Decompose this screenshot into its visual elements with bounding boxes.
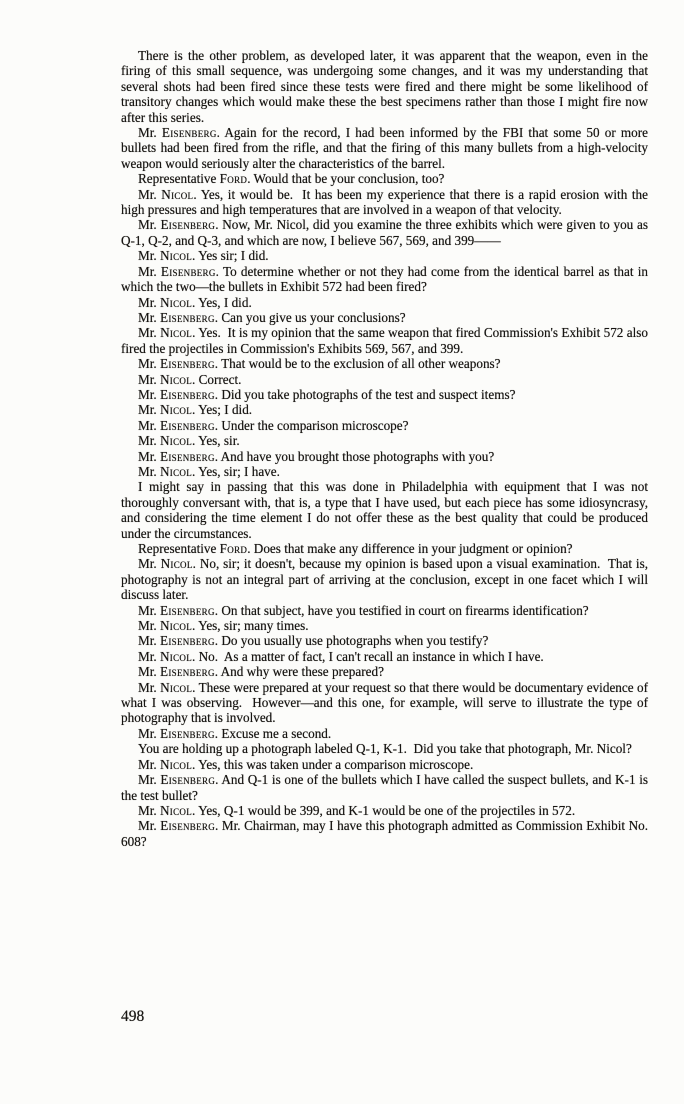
paragraph-text: . No. As a matter of fact, I can't recall an instance in which I have. <box>192 648 544 664</box>
speaker-name: Eisenberg <box>159 448 215 464</box>
speaker-name: Eisenberg <box>160 818 215 834</box>
speaker-name: Eisenberg <box>159 309 215 325</box>
paragraph-text: . Does that make any difference in your judgment or opinion? <box>247 541 573 556</box>
paragraph-text: Mr. <box>138 648 160 664</box>
paragraph-text: . Yes, I did. <box>192 294 252 310</box>
speaker-name: Nicol <box>160 679 193 695</box>
paragraph-text: . These were prepared at your request so that there would be documentary evidence of what I was observing. However—and this one, for example, will serve to illustrate the type of photography that is involved. <box>121 679 652 726</box>
paragraph-text: Mr. <box>138 679 161 695</box>
speaker-name: Eisenberg <box>159 386 215 402</box>
paragraph-text: . Yes; I did. <box>192 402 253 418</box>
speaker-name: Eisenberg <box>160 217 216 233</box>
paragraph-text: . Can you give us your conclusions? <box>214 309 406 325</box>
speaker-name: Nicol <box>159 248 193 264</box>
paragraph-text: Mr. <box>138 325 161 341</box>
speaker-name: Eisenberg <box>159 725 215 741</box>
paragraph-text: Mr. <box>138 602 160 618</box>
paragraph-text: There is the other problem, as developed later, it was apparent that the weapon, even in the firing of this small sequence, was undergoing some changes, and it was my understanding that several shots had been fired since these tests were fired and there might be some likelihood of transitory changes which would make these the best specimens rather than those I might fire now after this series. <box>121 48 652 125</box>
speaker-name: Eisenberg <box>159 664 215 680</box>
paragraph-text: . Under the comparison microscope? <box>214 417 409 433</box>
paragraph <box>121 295 648 310</box>
paragraph-text: . And have you brought those photographs with you? <box>214 448 495 464</box>
paragraph <box>121 186 652 218</box>
speaker-name: Ford <box>219 541 248 556</box>
paragraph-text: Mr. <box>138 294 160 310</box>
speaker-name: Ford <box>219 171 248 187</box>
paragraph-text: . Yes, this was taken under a comparison microscope. <box>192 756 474 772</box>
paragraph-text: Mr. <box>138 386 160 402</box>
speaker-name: Nicol <box>160 325 193 341</box>
page-number: 498 <box>121 1008 145 1025</box>
paragraph-text: Mr. <box>138 248 160 264</box>
speaker-name: Eisenberg <box>159 356 215 372</box>
paragraph-text: . And why were these prepared? <box>214 664 384 680</box>
paragraph-text: Mr. <box>138 186 162 202</box>
paragraph-text: Mr. <box>138 463 160 479</box>
paragraph <box>121 541 648 556</box>
paragraph <box>121 726 648 741</box>
paragraph-text: . Yes sir; I did. <box>192 248 269 264</box>
paragraph <box>121 772 652 803</box>
paragraph-text: . Would that be your conclusion, too? <box>247 171 445 187</box>
paragraph <box>121 741 648 756</box>
paragraph <box>121 633 648 648</box>
paragraph-text: . Now, Mr. Nicol, did you examine the three exhibits which were given to you as Q-1, Q-2, and Q-3, and which are now, I believe 567, 569, and 399—— <box>121 217 652 248</box>
speaker-name: Nicol <box>159 402 193 418</box>
paragraph <box>121 664 648 679</box>
paragraph-text: Mr. <box>138 618 160 634</box>
paragraph-text: Mr. <box>138 371 160 387</box>
paragraph-text: . Yes. It is my opinion that the same weapon that fired Commission's Exhibit 572 also fired the projectiles in Commission's Exhibits 569, 567, and 399. <box>121 325 652 356</box>
paragraph <box>121 803 648 818</box>
paragraph-text: Mr. <box>138 802 160 818</box>
paragraph-text: . Yes, sir; many times. <box>192 618 309 634</box>
paragraph-text: Mr. <box>138 756 160 772</box>
speaker-name: Nicol <box>161 186 194 202</box>
paragraph <box>121 372 648 387</box>
paragraph <box>121 217 652 248</box>
paragraph <box>121 603 648 618</box>
speaker-name: Eisenberg <box>159 417 215 433</box>
paragraph-text: . And Q-1 is one of the bullets which I have called the suspect bullets, and K-1 is the test bullet? <box>121 772 652 803</box>
paragraph-text: Mr. <box>138 433 160 449</box>
paragraph <box>121 757 648 772</box>
paragraph-text: . Again for the record, I had been informed by the FBI that some 50 or more bullets had been fired from the rifle, and that the firing of this many bullets from a high-velocity weapon would seriously alter the characteristics of the barrel. <box>121 125 652 171</box>
speaker-name: Eisenberg <box>160 772 216 788</box>
paragraph <box>121 125 652 171</box>
paragraph <box>121 402 648 417</box>
paragraph <box>121 556 652 603</box>
speaker-name: Eisenberg <box>159 633 215 649</box>
paragraph <box>121 356 648 371</box>
paragraph-text: Mr. <box>138 664 160 680</box>
paragraph <box>121 479 652 541</box>
paragraph-text: Mr. <box>138 772 161 788</box>
paragraph <box>121 433 648 448</box>
paragraph <box>121 248 648 263</box>
paragraph-text: Representative <box>138 541 220 556</box>
paragraph-text: You are holding up a photograph labeled Q-1, K-1. Did you take that photograph, Mr. Nicol? <box>138 741 632 757</box>
paragraph-text: . On that subject, have you testified in court on firearms identification? <box>214 602 589 618</box>
speaker-name: Eisenberg <box>161 125 217 141</box>
paragraph-text: . That would be to the exclusion of all other weapons? <box>214 356 501 372</box>
paragraph-text: . Excuse me a second. <box>214 725 332 741</box>
paragraph-text: Mr. <box>138 818 161 834</box>
speaker-name: Nicol <box>159 802 193 818</box>
paragraph <box>121 418 648 433</box>
paragraph <box>121 310 648 325</box>
paragraph-text: Mr. <box>138 217 161 233</box>
paragraph-text: . Mr. Chairman, may I have this photograph admitted as Commission Exhibit No. 608? <box>121 818 652 849</box>
paragraph-text: I might say in passing that this was done in Philadelphia with equipment that I was not thoroughly conversant with, that is, a type that I have used, but each piece has some idiosyncrasy, and considering the time element I do not offer these as the best quality that could be produced under the circumstances. <box>121 479 652 541</box>
paragraph-text: . Yes, it would be. It has been my experience that there is a rapid erosion with the high pressures and high temperatures that are involved in a weapon of that velocity. <box>121 186 652 218</box>
paragraph <box>121 449 648 464</box>
speaker-name: Nicol <box>159 463 193 479</box>
paragraph-text: Mr. <box>138 417 160 433</box>
paragraph <box>121 818 652 849</box>
speaker-name: Nicol <box>159 433 193 449</box>
speaker-name: Nicol <box>159 294 193 310</box>
paragraph-text: Mr. <box>138 263 161 279</box>
speaker-name: Nicol <box>160 556 193 572</box>
paragraph-text: Representative <box>138 171 220 187</box>
paragraph-text: . Correct. <box>192 371 242 387</box>
paragraph-text: Mr. <box>138 633 160 649</box>
paragraph-text: Mr. <box>138 356 160 372</box>
paragraph-text: Mr. <box>138 448 160 464</box>
paragraph <box>121 171 648 186</box>
paragraph <box>121 679 652 726</box>
speaker-name: Eisenberg <box>160 263 216 279</box>
paragraph <box>121 387 648 402</box>
paragraph-text: . Do you usually use photographs when you testify? <box>214 633 489 649</box>
paragraph-text: . Yes, sir. <box>192 433 240 449</box>
paragraph-text: Mr. <box>138 309 160 325</box>
speaker-name: Nicol <box>159 618 193 634</box>
paragraph-text: Mr. <box>138 125 162 141</box>
paragraph-text: . Did you take photographs of the test and suspect items? <box>214 386 516 402</box>
paragraph-text: . Yes, sir; I have. <box>192 463 280 479</box>
paragraph <box>121 48 652 125</box>
speaker-name: Nicol <box>159 756 193 772</box>
paragraph-text: Mr. <box>138 402 160 418</box>
paragraph-text: . To determine whether or not they had come from the identical barrel as that in which the two—the bullets in Exhibit 572 had been fired? <box>121 263 652 295</box>
paragraph <box>121 618 648 633</box>
paragraph-text: Mr. <box>138 725 160 741</box>
paragraph-text: . Yes, Q-1 would be 399, and K-1 would be one of the projectiles in 572. <box>192 802 576 818</box>
speaker-name: Eisenberg <box>159 602 215 618</box>
paragraph <box>121 263 652 295</box>
paragraph <box>121 649 648 664</box>
document-body <box>121 48 652 849</box>
paragraph <box>121 325 652 356</box>
paragraph-text: Mr. <box>138 556 161 572</box>
speaker-name: Nicol <box>159 371 193 387</box>
paragraph <box>121 464 648 479</box>
paragraph-text: . No, sir; it doesn't, because my opinion is based upon a visual examination. That is, photography is not an integral part of arriving at the conclusion, except in one facet which I will discuss later. <box>121 556 652 603</box>
speaker-name: Nicol <box>159 648 193 664</box>
